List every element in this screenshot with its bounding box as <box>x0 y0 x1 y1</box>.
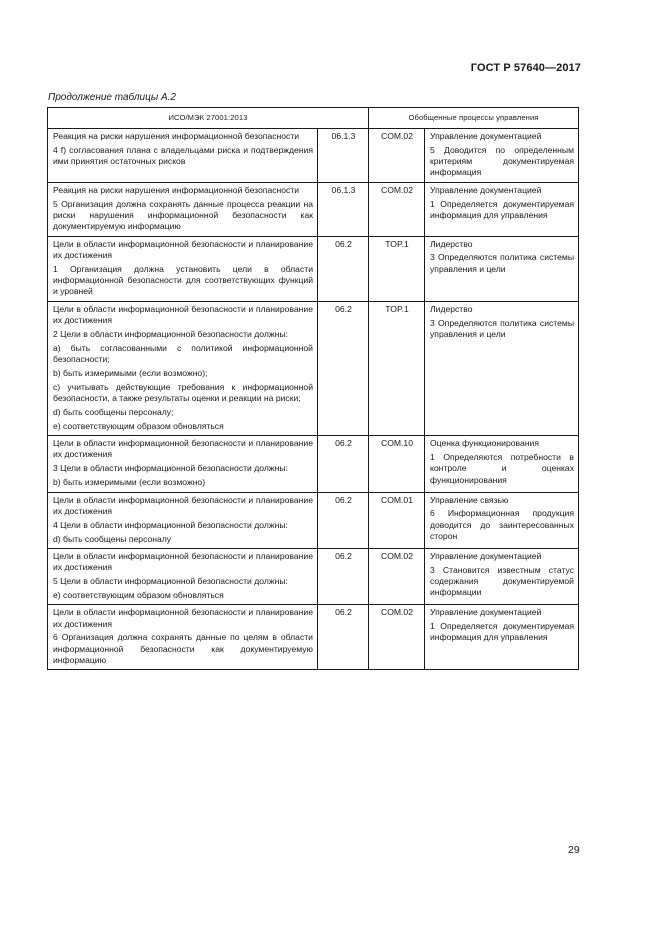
requirement-text: 5 Организация должна сохранять данные процесса реакции на риски нарушения информационной безопасности как документируемую информацию <box>53 198 313 232</box>
mapping-table <box>47 107 579 670</box>
process-text: 5 Доводится по определенным критериям документируемая информация <box>430 144 574 178</box>
table-row <box>48 129 579 183</box>
process-code-cell: TOP.1 <box>369 301 425 436</box>
clause-number-cell: 06.2 <box>318 301 369 436</box>
process-text: Управление связью <box>430 494 509 505</box>
table-header-row <box>48 108 579 129</box>
process-code-cell: COM.02 <box>369 182 425 236</box>
process-text: 3 Определяются политика системы управления и цели <box>430 252 574 274</box>
requirement-text: Цели в области информационной безопасности и планирование их достижения <box>53 494 313 516</box>
requirement-cell <box>48 436 318 492</box>
requirement-text: Цели в области информационной безопасности и планирование их достижения <box>53 238 313 260</box>
process-code-cell: COM.02 <box>369 605 425 670</box>
process-text: Управление документацией <box>430 184 542 195</box>
table-row <box>48 436 579 492</box>
clause-number-cell: 06.1.3 <box>318 129 369 183</box>
process-cell <box>425 436 579 492</box>
process-text: 1 Определяется документируемая информация для управления <box>430 621 574 643</box>
process-code-cell: COM.10 <box>369 436 425 492</box>
process-text: 3 Становится известным статус содержания документируемой информации <box>430 564 574 598</box>
requirement-cell <box>48 182 318 236</box>
table-row <box>48 182 579 236</box>
requirement-text: Цели в области информационной безопасности и планирование их достижения <box>53 303 313 325</box>
requirement-cell <box>48 492 318 548</box>
requirement-text: Цели в области информационной безопасности и планирование их достижения <box>53 438 313 460</box>
process-code-cell: COM.02 <box>369 129 425 183</box>
process-text: 3 Определяются политика системы управления и цели <box>430 317 574 339</box>
header-iso-standard: ИСО/МЭК 27001:2013 <box>48 108 369 129</box>
requirement-text: e) соответствующим образом обновляться <box>53 590 224 600</box>
table-caption: Продолжение таблицы А.2 <box>48 92 176 103</box>
process-cell <box>425 129 579 183</box>
requirement-text: d) быть сообщены персоналу <box>53 533 172 544</box>
clause-number-cell: 06.1.3 <box>318 182 369 236</box>
process-text: Оценка функционирования <box>430 438 539 449</box>
table-row <box>48 548 579 604</box>
requirement-text: Реакция на риски нарушения информационной безопасности <box>53 131 300 141</box>
process-text: Лидерство <box>430 303 473 314</box>
process-text: Управление документацией <box>430 607 542 618</box>
process-cell <box>425 605 579 670</box>
process-cell <box>425 548 579 604</box>
clause-number-cell: 06.2 <box>318 548 369 604</box>
process-cell <box>425 236 579 301</box>
requirement-text: Цели в области информационной безопасности и планирование их достижения <box>53 607 313 629</box>
requirement-text: 3 Цели в области информационной безопасности должны: <box>53 463 288 474</box>
header-generic-processes: Обобщенные процессы управления <box>369 108 579 129</box>
clause-number-cell: 06.2 <box>318 236 369 301</box>
process-text: 1 Определяются потребности в контроле и оценках функционирования <box>430 452 574 485</box>
requirement-text: e) соответствующим образом обновляться <box>53 420 224 431</box>
page-number: 29 <box>568 844 580 856</box>
process-code-cell: COM.01 <box>369 492 425 548</box>
requirement-text: a) быть согласованными с политикой информационной безопасности; <box>53 342 313 365</box>
requirement-text: Цели в области информационной безопасности и планирование их достижения <box>53 550 313 573</box>
requirement-text: 2 Цели в области информационной безопасности должны: <box>53 328 288 339</box>
requirement-text: Реакция на риски нарушения информационной безопасности <box>53 184 300 195</box>
process-text: Управление документацией <box>430 550 542 561</box>
requirement-text: 1 Организация должна установить цели в области информационной безопасности для соответствующих функций и уровней <box>53 263 313 297</box>
table-row <box>48 301 579 436</box>
requirement-text: 4 Цели в области информационной безопасности должны: <box>53 519 288 530</box>
requirement-text: b) быть измеримыми (если возможно) <box>53 477 206 488</box>
process-text: Лидерство <box>430 238 473 249</box>
requirement-cell <box>48 129 318 183</box>
clause-number-cell: 06.2 <box>318 492 369 548</box>
requirement-cell <box>48 236 318 301</box>
requirement-cell <box>48 301 318 436</box>
process-code-cell: COM.02 <box>369 548 425 604</box>
process-text: Управление документацией <box>430 131 542 141</box>
requirement-text: c) учитывать действующие требования к информационной безопасности, а также результаты оценки и реакции на риски; <box>53 381 313 404</box>
table-row <box>48 605 579 670</box>
document-code: ГОСТ Р 57640—2017 <box>470 62 581 74</box>
process-cell <box>425 182 579 236</box>
process-text: 1 Определяется документируемая информация для управления <box>430 198 574 220</box>
table-row <box>48 236 579 301</box>
process-text: 6 Информационная продукция доводится до заинтересованных сторон <box>430 508 574 542</box>
process-code-cell: TOP.1 <box>369 236 425 301</box>
requirement-cell <box>48 605 318 670</box>
requirement-cell <box>48 548 318 604</box>
requirement-text: 5 Цели в области информационной безопасности должны: <box>53 576 288 587</box>
clause-number-cell: 06.2 <box>318 605 369 670</box>
requirement-text: b) быть измеримыми (если возможно); <box>53 367 208 378</box>
table-row <box>48 492 579 548</box>
process-cell <box>425 301 579 436</box>
clause-number-cell: 06.2 <box>318 436 369 492</box>
requirement-text: 6 Организация должна сохранять данные по целям в области информационной безопасности как документируемую информацию <box>53 632 313 666</box>
requirement-text: 4 f) согласования плана с владельцами риска и подтверждения ими принятия остаточных рисков <box>53 144 313 167</box>
process-cell <box>425 492 579 548</box>
requirement-text: d) быть сообщены персоналу; <box>53 406 174 417</box>
